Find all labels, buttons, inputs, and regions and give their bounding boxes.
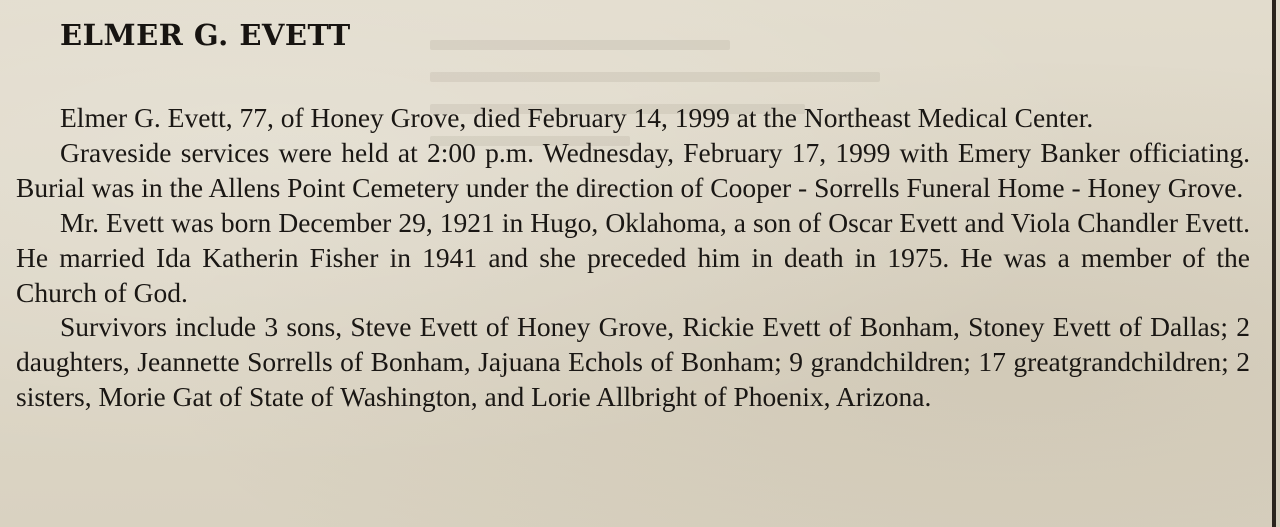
obituary-headline: ELMER G. EVETT — [60, 18, 351, 52]
obituary-body — [16, 101, 1250, 415]
paragraph-biography: Mr. Evett was born December 29, 1921 in Hugo, Oklahoma, a son of Oscar Evett and Viola Chandler Evett. He married Ida Katherin Fisher in 1941 and she preceded him in death in 1975. He was a member of the Church of God. — [16, 206, 1250, 308]
paragraph-services: Graveside services were held at 2:00 p.m. Wednesday, February 17, 1999 with Emery Banker officiating. Burial was in the Allens Point Cemetery under the direction of Cooper - Sorrells Funeral Home - Honey Grove. — [16, 136, 1250, 203]
paragraph-death-notice: Elmer G. Evett, 77, of Honey Grove, died February 14, 1999 at the Northeast Medical Center. — [60, 102, 1094, 133]
paragraph-survivors: Survivors include 3 sons, Steve Evett of Honey Grove, Rickie Evett of Bonham, Stoney Evett of Dallas; 2 daughters, Jeannette Sorrells of Bonham, Jajuana Echols of Bonham; 9 grandchildren; 17 greatgrandchildren; 2 sisters, Morie Gat of State of Washington, and Lorie Allbright of Phoenix, Arizona. — [16, 311, 1250, 413]
column-rule — [1272, 0, 1276, 527]
